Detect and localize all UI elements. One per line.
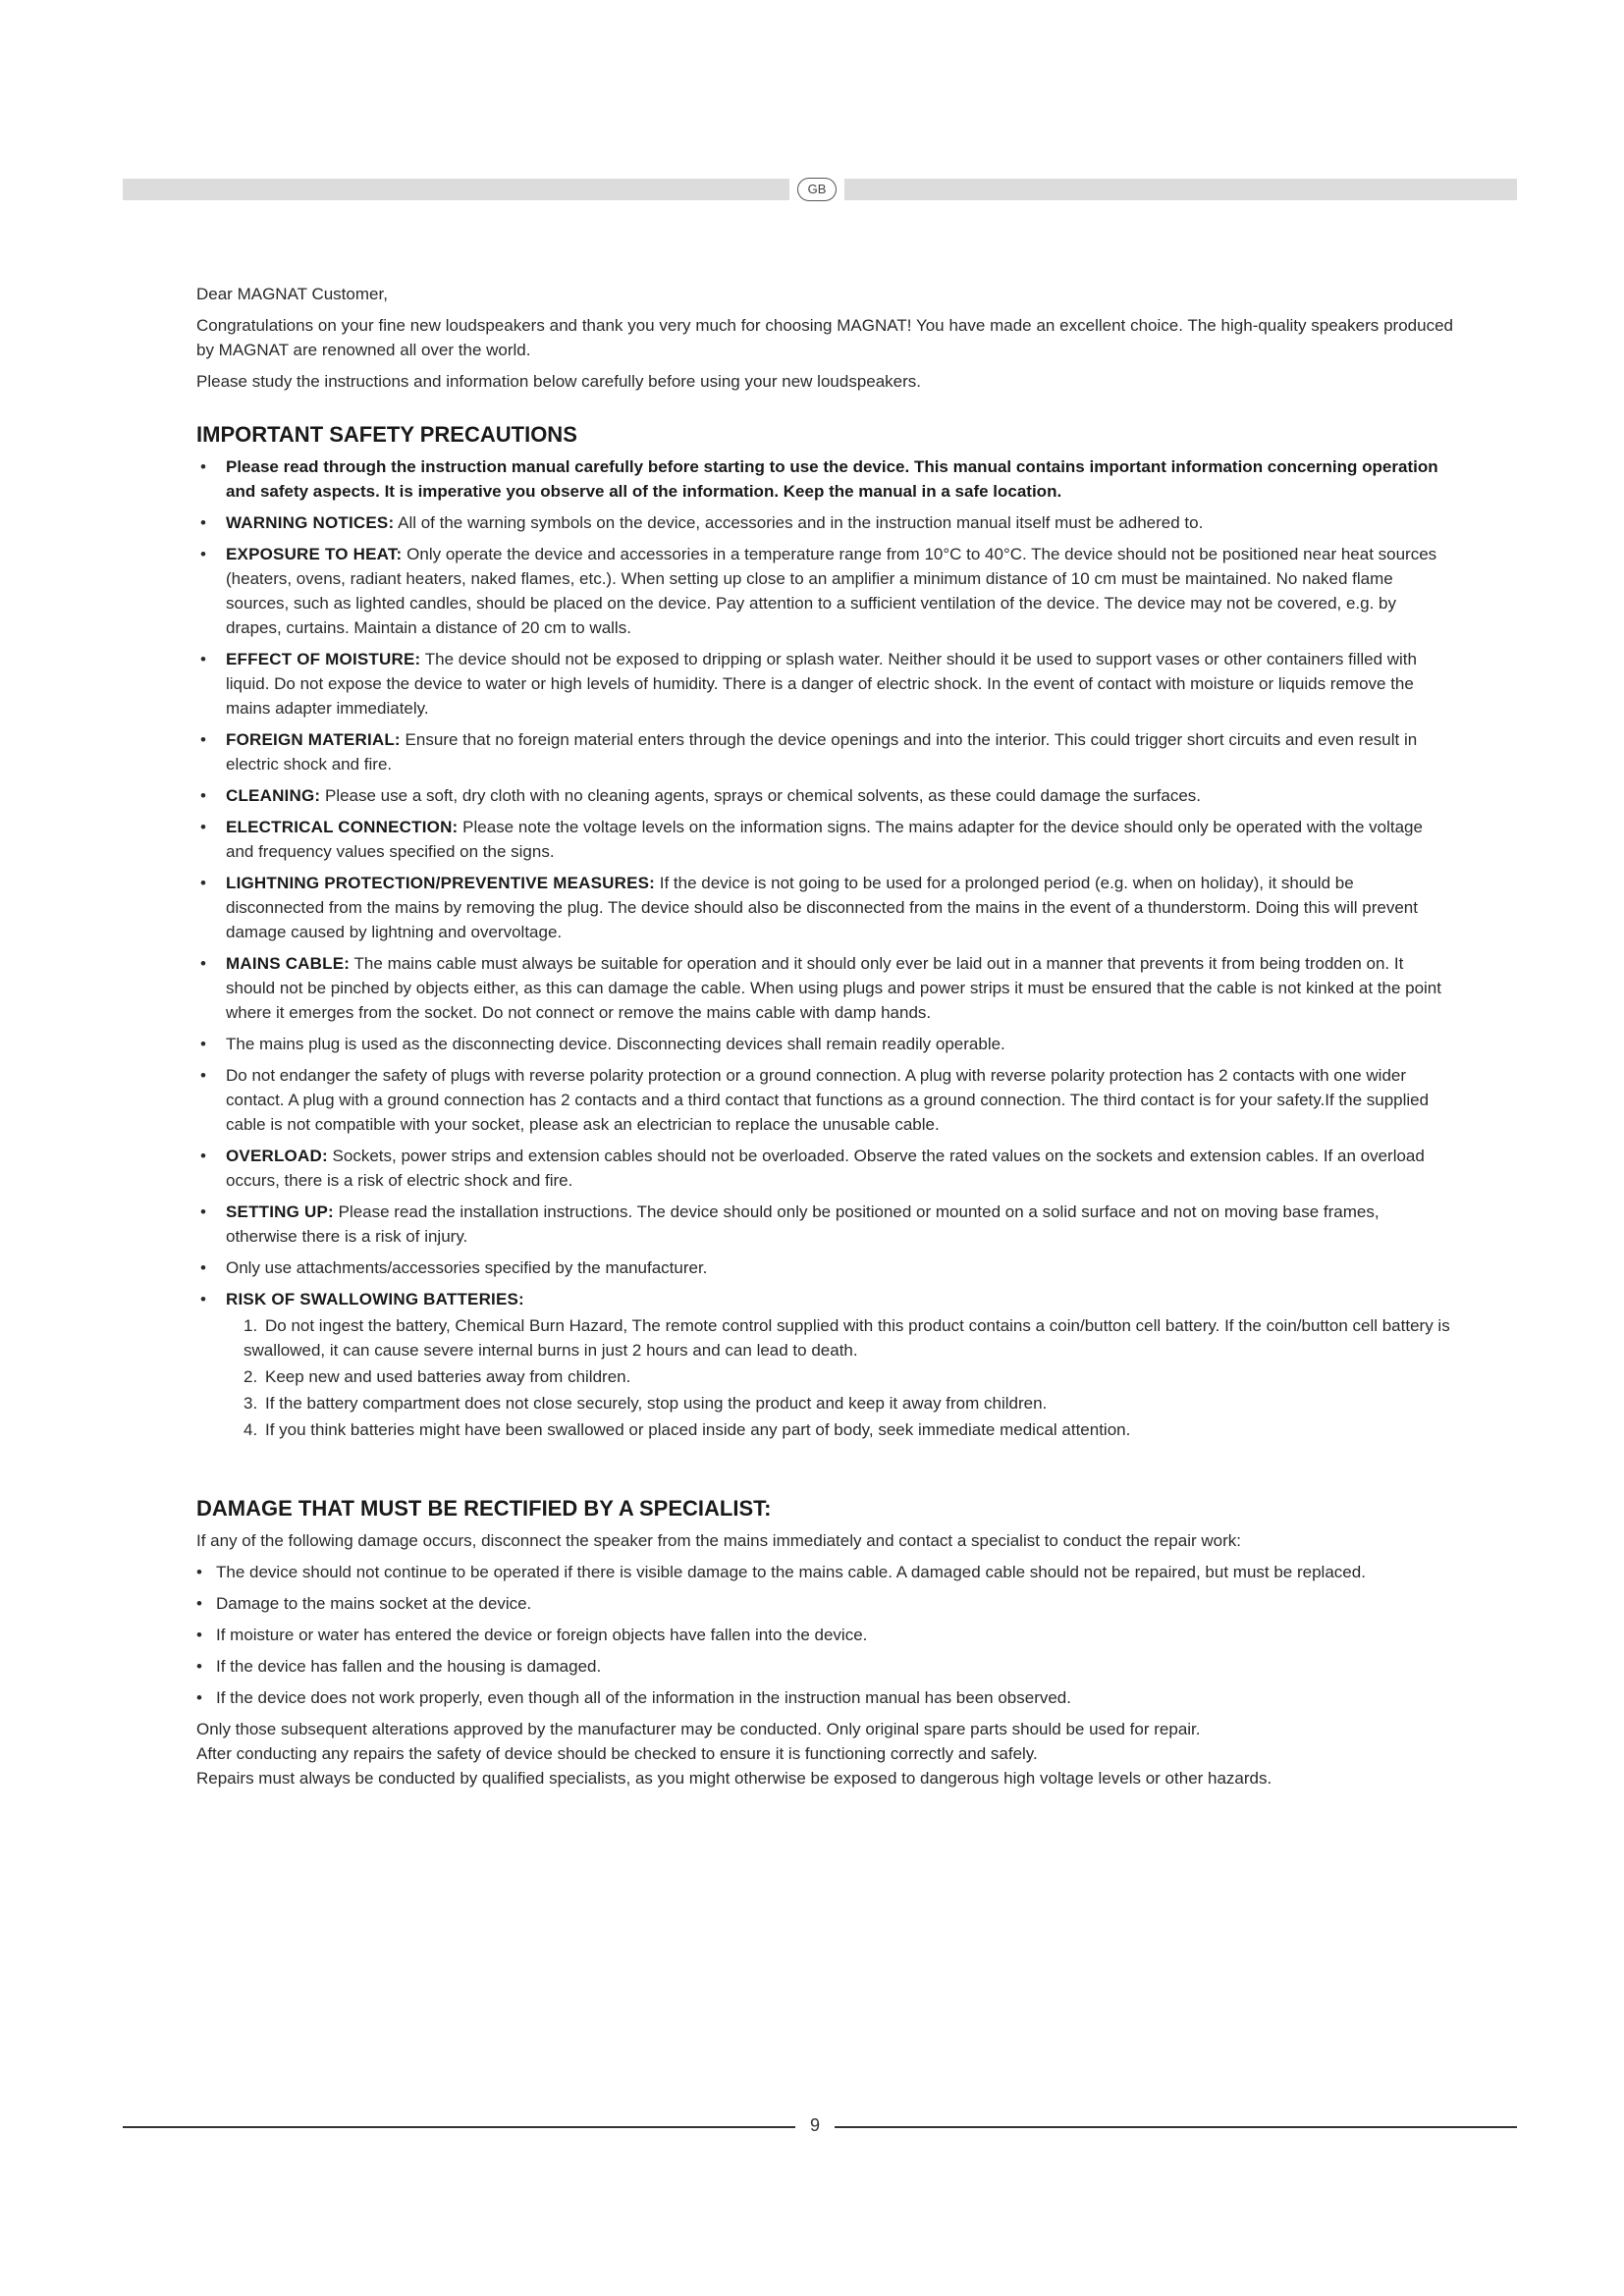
damage-intro: If any of the following damage occurs, disconnect the speaker from the mains immediately and contact a specialist to conduct the repair work: [196,1531,1241,1550]
safety-item-text: The mains cable must always be suitable for operation and it should only ever be laid out in a manner that prevents it from being trodden on. It should not be pinched by objects either, as this can damage the cable. When using plugs and power strips it must be ensured that the cable is not kinked at the point where it emerges from the socket. Do not connect or remove the mains cable with damp hands. [226,954,1441,1022]
damage-heading: DAMAGE THAT MUST BE RECTIFIED BY A SPECIALIST: [196,1496,772,1521]
safety-item-text: Sockets, power strips and extension cables should not be overloaded. Observe the rated values on the sockets and extension cables. If an overload occurs, there is a risk of electric shock and fire. [226,1147,1425,1190]
batteries-steps [226,1313,1453,1442]
language-badge: GB [797,178,837,201]
battery-step-text: If the battery compartment does not close securely, stop using the product and keep it away from children. [265,1394,1048,1413]
battery-step-text: If you think batteries might have been swallowed or placed inside any part of body, seek immediate medical attention. [265,1420,1131,1439]
page-number: 9 [809,2115,820,2135]
damage-list [196,1560,1453,1710]
safety-item-text: The mains plug is used as the disconnecting device. Disconnecting devices shall remain readily operable. [226,1035,1005,1053]
safety-item-label: CLEANING: [226,786,321,805]
safety-item-moisture [196,647,1453,721]
safety-item-text: Only operate the device and accessories in a temperature range from 10°C to 40°C. The device should not be positioned near heat sources (heaters, ovens, radiant heaters, naked flames, etc.). When setting up close to an amplifier a minimum distance of 10 cm must be maintained. No naked flame sources, such as lighted candles, should be placed on the device. Pay attention to a sufficient ventilation of the device. The device may not be covered, e.g. by drapes, curtains. Maintain a distance of 20 cm to walls. [226,545,1437,637]
damage-item: • If the device does not work properly, even though all of the information in the instruction manual has been observed. [196,1685,1453,1710]
battery-step [244,1391,1453,1415]
safety-item-polarity [196,1063,1453,1137]
damage-outro-line: After conducting any repairs the safety of device should be checked to ensure it is functioning correctly and safely. [196,1744,1038,1763]
safety-item-text: All of the warning symbols on the device, accessories and in the instruction manual itself must be adhered to. [398,513,1204,532]
damage-outro-line: Repairs must always be conducted by qualified specialists, as you might otherwise be exposed to dangerous high voltage levels or other hazards. [196,1769,1272,1788]
safety-item-manual [196,454,1453,504]
damage-item: • If the device has fallen and the housing is damaged. [196,1654,1453,1679]
battery-step-number: 4. [244,1420,258,1439]
safety-heading: IMPORTANT SAFETY PRECAUTIONS [196,422,577,447]
footer-rule-left [123,2126,795,2128]
safety-item-label: SETTING UP: [226,1202,334,1221]
safety-item-text: Do not endanger the safety of plugs with reverse polarity protection or a ground connection. A plug with reverse polarity protection has 2 contacts with one wider contact. A plug with a ground connection has 2 contacts and a third contact that functions as a ground connection. The third contact is for your safety.If the supplied cable is not compatible with your socket, please ask an electrician to replace the unusable cable. [226,1066,1430,1134]
safety-item-foreign [196,727,1453,776]
damage-item: • Damage to the mains socket at the device. [196,1591,1453,1616]
battery-step-number: 1. [244,1316,258,1335]
safety-item-overload [196,1144,1453,1193]
safety-item-text: Please use a soft, dry cloth with no cleaning agents, sprays or chemical solvents, as these could damage the surfaces. [324,786,1202,805]
greeting: Dear MAGNAT Customer, [196,285,388,303]
safety-item-label: EXPOSURE TO HEAT: [226,545,403,563]
safety-item-mains-plug [196,1032,1453,1056]
safety-item-text: Please read through the instruction manual carefully before starting to use the device. This manual contains important information concerning operation and safety aspects. It is imperative you observe all of the information. Keep the manual in a safe location. [226,457,1438,501]
safety-item-text: Please note the voltage levels on the information signs. The mains adapter for the device should only be operated with the voltage and frequency values specified on the signs. [226,818,1423,861]
language-badge-wrap [789,174,844,205]
battery-step-number: 3. [244,1394,258,1413]
safety-item-electrical [196,815,1453,864]
safety-item-cleaning [196,783,1453,808]
safety-list [196,454,1453,1442]
safety-item-label: LIGHTNING PROTECTION/PREVENTIVE MEASURES: [226,874,656,892]
safety-item-accessories [196,1255,1453,1280]
damage-outro-line: Only those subsequent alterations approved by the manufacturer may be conducted. Only original spare parts should be used for repair. [196,1720,1201,1738]
battery-step-text: Keep new and used batteries away from children. [265,1367,631,1386]
battery-step [244,1313,1453,1362]
safety-item-label: FOREIGN MATERIAL: [226,730,401,749]
safety-item-batteries [196,1287,1453,1442]
safety-item-text: Only use attachments/accessories specified by the manufacturer. [226,1258,708,1277]
battery-step-text: Do not ingest the battery, Chemical Burn Hazard, The remote control supplied with this product contains a coin/button cell battery. If the coin/button cell battery is swallowed, it can cause severe internal burns in just 2 hours and can lead to death. [244,1316,1450,1360]
safety-item-mains-cable [196,951,1453,1025]
footer-rule-right [835,2126,1517,2128]
safety-item-setting-up [196,1200,1453,1249]
safety-item-warning [196,510,1453,535]
page-content [196,282,1453,1790]
battery-step [244,1364,1453,1389]
safety-item-lightning [196,871,1453,944]
safety-item-text: The device should not be exposed to dripping or splash water. Neither should it be used to support vases or other containers filled with liquid. Do not expose the device to water or high levels of humidity. There is a danger of electric shock. In the event of contact with moisture or liquids remove the mains adapter immediately. [226,650,1417,718]
intro-paragraph: Congratulations on your fine new loudspeakers and thank you very much for choosing MAGNAT! You have made an excellent choice. The high-quality speakers produced by MAGNAT are renowned all over the world. [196,316,1453,359]
damage-item: • If moisture or water has entered the device or foreign objects have fallen into the device. [196,1623,1453,1647]
damage-item: • The device should not continue to be operated if there is visible damage to the mains cable. A damaged cable should not be repaired, but must be replaced. [196,1560,1453,1584]
safety-item-text: If the device is not going to be used for a prolonged period (e.g. when on holiday), it should be disconnected from the mains by removing the plug. The device should also be disconnected from the mains in the event of a thunderstorm. Doing this will prevent damage caused by lightning and overvoltage. [226,874,1418,941]
safety-item-label: MAINS CABLE: [226,954,351,973]
batteries-label: RISK OF SWALLOWING BATTERIES: [226,1290,524,1308]
safety-item-text: Please read the installation instructions. The device should only be positioned or mounted on a solid surface and not on moving base frames, otherwise there is a risk of injury. [226,1202,1380,1246]
battery-step-number: 2. [244,1367,258,1386]
safety-item-label: WARNING NOTICES: [226,513,395,532]
safety-item-label: OVERLOAD: [226,1147,328,1165]
safety-item-text: Ensure that no foreign material enters through the device openings and into the interior. This could trigger short circuits and even result in electric shock and fire. [226,730,1418,774]
safety-item-heat [196,542,1453,640]
battery-step [244,1417,1453,1442]
intro-instruction: Please study the instructions and information below carefully before using your new loudspeakers. [196,372,922,391]
safety-item-label: ELECTRICAL CONNECTION: [226,818,459,836]
safety-item-label: EFFECT OF MOISTURE: [226,650,421,668]
